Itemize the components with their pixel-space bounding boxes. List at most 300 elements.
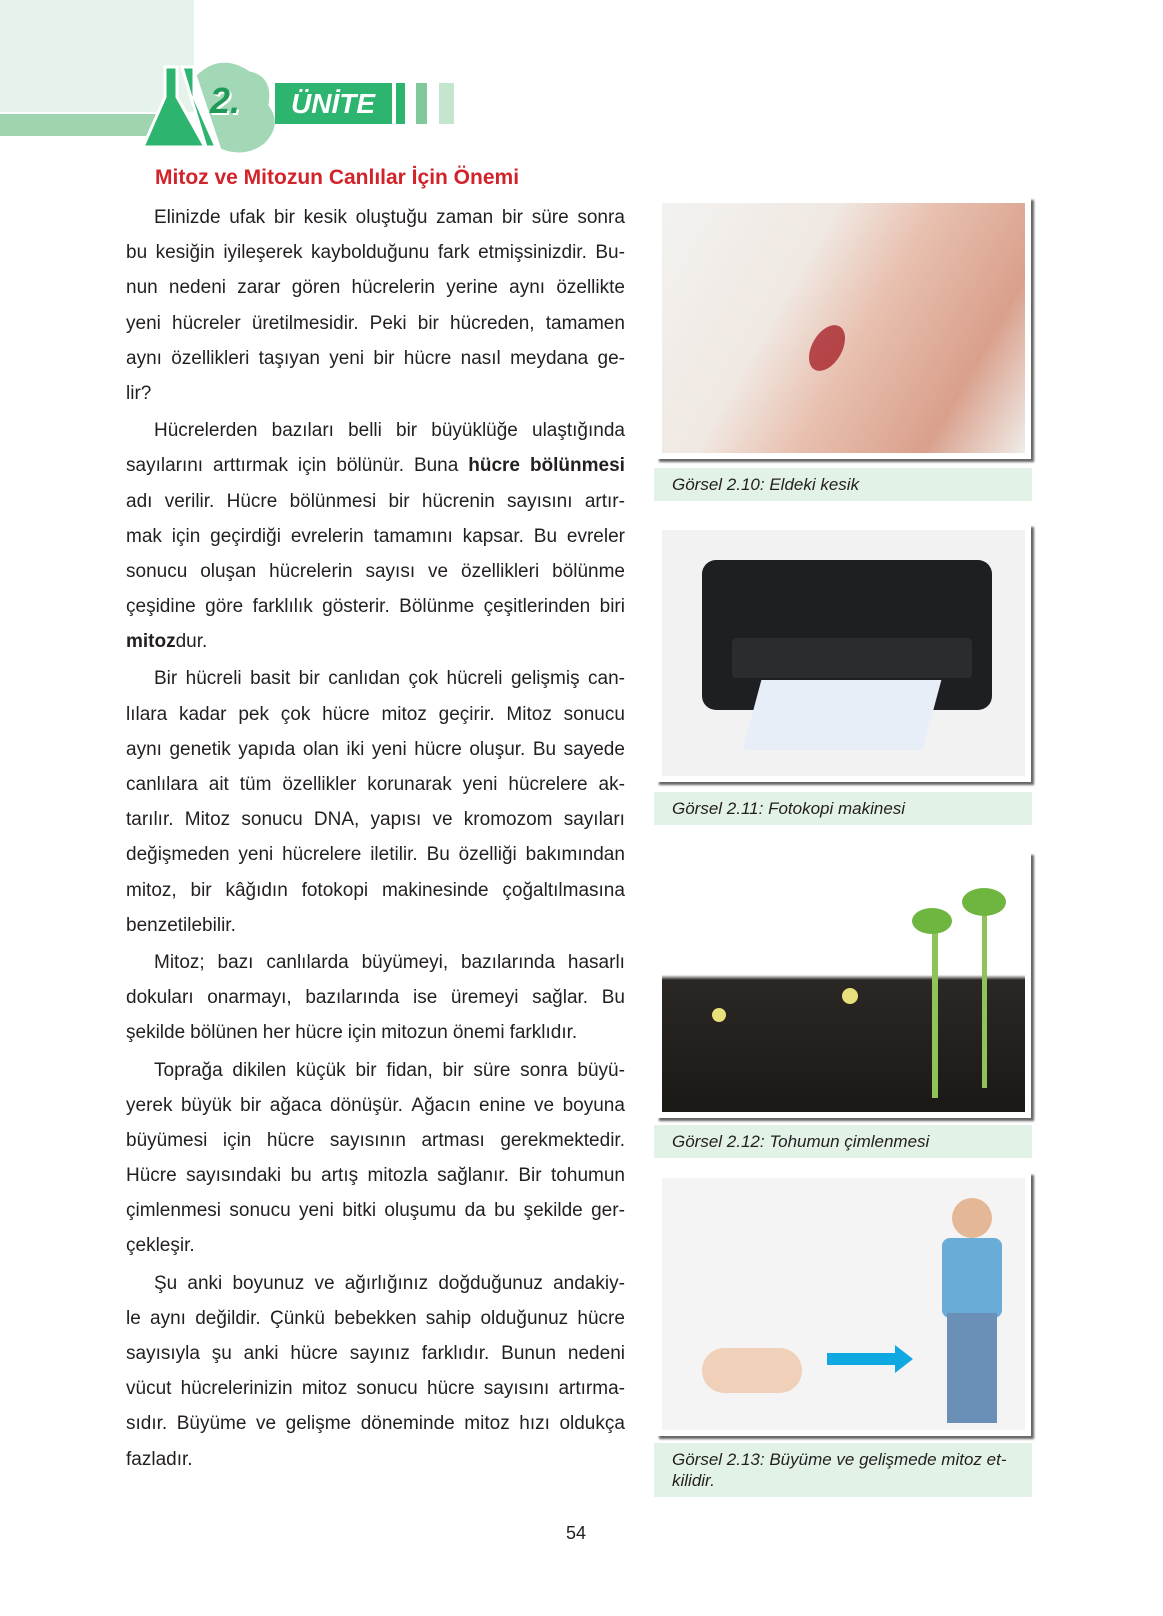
word: fark bbox=[437, 242, 470, 264]
word: aynı bbox=[150, 1307, 186, 1329]
word: Hücre bbox=[226, 490, 278, 512]
text-line bbox=[126, 519, 625, 554]
word: sayede bbox=[563, 738, 625, 760]
word: bazılarında bbox=[461, 951, 556, 973]
word: nedeni bbox=[567, 1343, 625, 1364]
figure-caption: Görsel 2.12: Tohumun çimlenmesi bbox=[654, 1125, 1032, 1158]
word: Ağacın bbox=[411, 1094, 471, 1116]
word: oluşan bbox=[200, 560, 257, 582]
paragraph bbox=[126, 945, 625, 1051]
word: sonra bbox=[577, 207, 625, 228]
word: bakımından bbox=[525, 844, 625, 866]
word: Şu bbox=[154, 1272, 178, 1294]
text-line bbox=[126, 1123, 625, 1158]
word: hücre bbox=[290, 1343, 338, 1364]
hand-image bbox=[662, 203, 1025, 453]
word: taşıyan bbox=[258, 347, 320, 369]
word: kadar bbox=[178, 703, 227, 725]
word: bu bbox=[290, 1165, 312, 1187]
word: sahip bbox=[425, 1307, 472, 1329]
word: bölünür. bbox=[336, 455, 404, 477]
word: bir bbox=[442, 1059, 464, 1081]
word: iki bbox=[346, 738, 365, 760]
word: olduğunuz bbox=[480, 1307, 569, 1329]
text-line bbox=[126, 661, 625, 696]
word: üremeyi bbox=[450, 987, 519, 1009]
word: Bölünme bbox=[399, 596, 475, 618]
text-line bbox=[126, 980, 625, 1015]
word: Mitoz bbox=[184, 809, 231, 831]
word: oluşumu bbox=[384, 1200, 457, 1222]
text-line bbox=[126, 837, 625, 872]
word: evrelerin bbox=[290, 525, 364, 547]
word: sayısıyla bbox=[126, 1343, 200, 1364]
word: değişmeden bbox=[126, 844, 230, 866]
text-line bbox=[126, 697, 625, 732]
word: etmişsinizdir. bbox=[478, 242, 587, 264]
word: gösterir. bbox=[322, 596, 390, 618]
word: adı bbox=[126, 490, 153, 512]
word: Bir bbox=[518, 1165, 542, 1187]
word: hücreli bbox=[446, 668, 503, 690]
text-line bbox=[126, 554, 625, 589]
word: bir bbox=[355, 1059, 377, 1081]
word: büyümeyi, bbox=[361, 951, 449, 973]
word: çeşitlerinden bbox=[483, 596, 591, 618]
word: gelişme bbox=[285, 1413, 352, 1435]
page-number: 54 bbox=[566, 1523, 587, 1543]
word: büyüklüğe bbox=[431, 420, 518, 442]
stripe bbox=[416, 83, 427, 124]
word: bir bbox=[240, 1094, 262, 1116]
word: ger- bbox=[591, 1200, 625, 1222]
text-line bbox=[126, 270, 625, 305]
word: genetik bbox=[169, 738, 231, 760]
word: Elinizde bbox=[154, 207, 221, 228]
text-line bbox=[126, 376, 625, 411]
figure-caption: Görsel 2.11: Fotokopi makinesi bbox=[654, 792, 1032, 825]
word: büyümesi bbox=[126, 1129, 208, 1151]
word: ve bbox=[314, 1272, 335, 1294]
word: kaybolduğunu bbox=[311, 242, 430, 264]
word: Bu bbox=[532, 738, 557, 760]
word: hücre bbox=[403, 347, 452, 369]
word: ve bbox=[256, 1413, 277, 1435]
word: Bunun bbox=[501, 1343, 557, 1364]
text-line bbox=[126, 235, 625, 270]
word: Bu bbox=[601, 987, 625, 1009]
word: ağırlığınız bbox=[344, 1272, 429, 1294]
word: sonucu bbox=[241, 809, 303, 831]
word: hücrelerinizin bbox=[180, 1378, 293, 1400]
word: Mitoz bbox=[506, 703, 552, 725]
word: sonucu bbox=[563, 703, 625, 725]
paragraph bbox=[126, 200, 625, 411]
word: dur. bbox=[175, 631, 208, 653]
word: şekilde bbox=[126, 1022, 186, 1044]
word: aynı bbox=[126, 738, 162, 760]
figure-caption: Görsel 2.13: Büyüme ve gelişmede mitoz et- kilidir. bbox=[654, 1443, 1032, 1497]
word: fotokopi bbox=[301, 879, 369, 901]
word: artması bbox=[421, 1129, 485, 1151]
word: le bbox=[126, 1307, 141, 1329]
text-line bbox=[126, 908, 625, 943]
word: şu bbox=[211, 1343, 232, 1364]
word: farklıdır. bbox=[421, 1343, 490, 1364]
word: bazıları bbox=[271, 420, 334, 442]
word: ait bbox=[208, 774, 229, 795]
text-line bbox=[126, 1371, 625, 1406]
word: tohumun bbox=[551, 1165, 625, 1187]
word: bir bbox=[388, 490, 410, 512]
word: çok bbox=[408, 668, 439, 690]
word: yeni bbox=[299, 1200, 334, 1222]
word: bölünen bbox=[190, 1022, 258, 1044]
word: andakiy- bbox=[553, 1272, 625, 1294]
word: çeşidine bbox=[126, 596, 196, 618]
word: hücrelere bbox=[282, 844, 362, 866]
word: lir? bbox=[126, 382, 152, 404]
word: vücut bbox=[126, 1378, 172, 1400]
word: kesik bbox=[303, 207, 347, 228]
word: özellikler bbox=[282, 774, 357, 795]
word: sayısını bbox=[507, 490, 573, 512]
word: için bbox=[171, 525, 201, 547]
section-title: Mitoz ve Mitozun Canlılar İçin Önemi bbox=[155, 166, 520, 189]
word: ge- bbox=[597, 347, 625, 369]
text-line bbox=[126, 1266, 625, 1301]
word: hızı bbox=[519, 1413, 550, 1435]
word: yeni bbox=[238, 844, 274, 866]
word: dokuları bbox=[126, 987, 194, 1009]
word: geçirdiği bbox=[210, 525, 281, 547]
word: özellikte bbox=[556, 277, 625, 299]
word: Hücre bbox=[126, 1165, 177, 1187]
word: sayısını bbox=[483, 1378, 550, 1400]
word: üretilmesidir. bbox=[251, 312, 359, 334]
word: çimlenmesi bbox=[126, 1200, 222, 1222]
word: Peki bbox=[369, 312, 407, 334]
word: bazı bbox=[217, 951, 254, 973]
word: boyunuz bbox=[232, 1272, 305, 1294]
figure-growth bbox=[656, 1172, 1031, 1436]
word: yapısı bbox=[370, 809, 422, 831]
word: bölünmesi bbox=[289, 490, 377, 512]
word: ve bbox=[428, 560, 449, 582]
word: döneminde bbox=[360, 1413, 455, 1435]
word: bir bbox=[190, 879, 212, 901]
word: korunarak bbox=[367, 774, 452, 795]
header-bg-bar bbox=[0, 114, 160, 136]
word: büyü- bbox=[577, 1059, 625, 1081]
word: hücreli bbox=[185, 668, 242, 690]
word: hücreler bbox=[172, 312, 241, 334]
word: oldukça bbox=[559, 1413, 625, 1435]
word: fazladır. bbox=[126, 1448, 193, 1470]
word: sayıları bbox=[563, 809, 625, 831]
word: artır- bbox=[584, 490, 625, 512]
word: aynı bbox=[509, 277, 546, 299]
word: şekilde bbox=[523, 1200, 583, 1222]
word: hücre bbox=[577, 1307, 625, 1329]
word: belli bbox=[348, 420, 382, 442]
text-line bbox=[126, 1406, 625, 1441]
word: sayısındaki bbox=[186, 1165, 282, 1187]
word: Buna bbox=[413, 455, 459, 477]
word: yapıda bbox=[238, 738, 296, 760]
word: yeni bbox=[329, 347, 365, 369]
word: bölünme bbox=[552, 560, 625, 582]
word: sağlar. bbox=[532, 987, 589, 1009]
word: büyük bbox=[180, 1094, 232, 1116]
word: geçirir. bbox=[438, 703, 495, 725]
word: farklıdır. bbox=[509, 1022, 578, 1044]
word: nasıl bbox=[460, 347, 501, 369]
word: kromozom bbox=[463, 809, 553, 831]
word: benzetilebilir. bbox=[126, 914, 236, 936]
word: tamamını bbox=[373, 525, 453, 547]
word: bitki bbox=[342, 1200, 377, 1222]
word: Bu bbox=[533, 525, 558, 547]
bold-term: mitoz bbox=[126, 631, 176, 653]
word: canlılara bbox=[126, 774, 198, 795]
word: basit bbox=[250, 668, 291, 690]
word: kesiğin bbox=[155, 242, 215, 264]
text-line bbox=[126, 200, 625, 235]
word: ulaştığında bbox=[532, 420, 625, 442]
text-line bbox=[126, 1053, 625, 1088]
text-line bbox=[126, 341, 625, 376]
word: Mitoz; bbox=[154, 951, 205, 973]
word: arttırmak bbox=[213, 455, 288, 477]
word: mitoz, bbox=[126, 879, 177, 901]
word: için bbox=[347, 1022, 377, 1044]
text-line bbox=[126, 306, 625, 341]
word: makinesinde bbox=[381, 879, 489, 901]
word: özellikleri bbox=[171, 347, 250, 369]
word: boyuna bbox=[562, 1094, 625, 1116]
word: anki bbox=[187, 1272, 223, 1294]
text-line bbox=[126, 802, 625, 837]
word: kapsar. bbox=[462, 525, 524, 547]
text-line bbox=[126, 873, 625, 908]
word: sonra bbox=[520, 1059, 568, 1081]
word: mitozun bbox=[381, 1022, 448, 1044]
word: hücre bbox=[295, 1022, 343, 1044]
word: Bir bbox=[154, 668, 178, 690]
word: oluşur. bbox=[469, 738, 526, 760]
word: doğduğunuz bbox=[438, 1272, 543, 1294]
word: sonucu bbox=[229, 1200, 291, 1222]
word: bir bbox=[298, 668, 320, 690]
word: canlılarda bbox=[266, 951, 349, 973]
word: dikilen bbox=[232, 1059, 287, 1081]
word: hücrelerin bbox=[269, 560, 353, 582]
word: hücre bbox=[427, 1378, 475, 1400]
word: sonucu bbox=[126, 560, 188, 582]
word: için bbox=[222, 1129, 252, 1151]
text-line bbox=[126, 767, 625, 802]
word: kâğıdın bbox=[225, 879, 288, 901]
word: bir bbox=[396, 420, 418, 442]
text-line bbox=[126, 1088, 625, 1123]
figure-cut-hand bbox=[656, 197, 1031, 459]
word: hücre bbox=[414, 738, 462, 760]
word: için bbox=[297, 455, 327, 477]
word: gelişmiş bbox=[510, 668, 580, 690]
text-line bbox=[126, 1158, 625, 1193]
word: enine bbox=[479, 1094, 526, 1116]
body-text bbox=[126, 200, 625, 1479]
text-line bbox=[126, 484, 625, 519]
figure-printer bbox=[656, 524, 1031, 782]
word: da bbox=[464, 1200, 486, 1222]
word: Büyüme bbox=[176, 1413, 247, 1435]
bold-term: bölünmesi bbox=[529, 455, 625, 477]
text-line bbox=[126, 413, 625, 448]
word: önemi bbox=[452, 1022, 505, 1044]
word: bu bbox=[126, 242, 148, 264]
word: canlıdan bbox=[328, 668, 401, 690]
word: nedeni bbox=[168, 277, 226, 299]
word: oluştuğu bbox=[355, 207, 428, 228]
word: DNA, bbox=[313, 809, 360, 831]
word: bir bbox=[417, 312, 439, 334]
word: sayısının bbox=[329, 1129, 406, 1151]
paragraph bbox=[126, 413, 625, 659]
printer-image bbox=[662, 530, 1025, 776]
word: mitoz bbox=[464, 1413, 510, 1435]
figure-seedlings bbox=[656, 852, 1031, 1118]
word: fidan, bbox=[386, 1059, 433, 1081]
word: gören bbox=[291, 277, 341, 299]
text-line bbox=[126, 1015, 625, 1050]
unit-label: ÜNİTE bbox=[275, 83, 392, 124]
word: hücrelerin bbox=[351, 277, 435, 299]
paragraph bbox=[126, 1053, 625, 1264]
word: zaman bbox=[436, 207, 494, 228]
text-line bbox=[126, 945, 625, 980]
word: iletilir. bbox=[370, 844, 418, 866]
word: çok bbox=[280, 703, 311, 725]
word: Hücrelerden bbox=[154, 420, 258, 442]
word: anki bbox=[243, 1343, 279, 1364]
word: bu bbox=[494, 1200, 516, 1222]
figure-caption: Görsel 2.10: Eldeki kesik bbox=[654, 468, 1032, 501]
word: ağaca bbox=[269, 1094, 322, 1116]
text-line bbox=[126, 1301, 625, 1336]
text-line bbox=[126, 1336, 625, 1371]
word: ise bbox=[412, 987, 438, 1009]
word: bebekken bbox=[334, 1307, 417, 1329]
text-line bbox=[126, 624, 625, 659]
word: farklılık bbox=[252, 596, 313, 618]
text-line bbox=[126, 732, 625, 767]
word: Çünkü bbox=[269, 1307, 325, 1329]
word: sıdır. bbox=[126, 1413, 168, 1435]
word: sonucu bbox=[356, 1378, 418, 1400]
word: meydana bbox=[510, 347, 589, 369]
word: mak bbox=[126, 525, 162, 547]
text-line bbox=[126, 589, 625, 624]
word: yeni bbox=[462, 774, 498, 795]
word: özellikleri bbox=[461, 560, 540, 582]
word: dönüşür. bbox=[330, 1094, 403, 1116]
word: bir bbox=[501, 207, 524, 228]
word: zarar bbox=[237, 277, 281, 299]
word: çoğaltılmasına bbox=[502, 879, 625, 901]
stripe bbox=[396, 83, 405, 124]
word: sayınız bbox=[349, 1343, 410, 1364]
word: çekleşir. bbox=[126, 1235, 195, 1257]
word: mitozla bbox=[367, 1165, 428, 1187]
word: tarılır. bbox=[126, 809, 174, 831]
word: Bu- bbox=[595, 242, 625, 264]
word: mitoz bbox=[301, 1378, 348, 1400]
word: süre bbox=[531, 207, 569, 228]
word: biri bbox=[599, 596, 625, 618]
word: artırma- bbox=[558, 1378, 625, 1400]
word: hücreden, bbox=[450, 312, 535, 334]
word: tamamen bbox=[545, 312, 625, 334]
word: ak- bbox=[598, 774, 625, 795]
word: hasarlı bbox=[567, 951, 625, 973]
word: hücre bbox=[266, 1129, 315, 1151]
word: yerek bbox=[126, 1094, 173, 1116]
word: özelliği bbox=[458, 844, 517, 866]
word: süre bbox=[473, 1059, 511, 1081]
word: olan bbox=[302, 738, 339, 760]
word: değildir. bbox=[195, 1307, 261, 1329]
word: yeni bbox=[371, 738, 407, 760]
text-line bbox=[126, 1193, 625, 1228]
bold-term: hücre bbox=[468, 455, 520, 477]
word: ve bbox=[432, 809, 453, 831]
growth-image bbox=[662, 1178, 1025, 1430]
word: yeni bbox=[126, 312, 161, 334]
word: hücre bbox=[322, 703, 370, 725]
word: sayılarını bbox=[126, 455, 204, 477]
word: aynı bbox=[126, 347, 162, 369]
word: sayısı bbox=[365, 560, 416, 582]
text-line bbox=[126, 1228, 625, 1263]
text-line bbox=[126, 448, 625, 483]
seedling-image bbox=[662, 858, 1025, 1112]
text-line bbox=[126, 1442, 625, 1477]
word: hücrelere bbox=[508, 774, 588, 795]
word: yerine bbox=[446, 277, 498, 299]
word: lılara bbox=[126, 703, 168, 725]
paragraph bbox=[126, 661, 625, 943]
word: Bu bbox=[426, 844, 450, 866]
word: ve bbox=[534, 1094, 555, 1116]
word: sağlanır. bbox=[437, 1165, 509, 1187]
word: her bbox=[262, 1022, 291, 1044]
word: verilir. bbox=[164, 490, 215, 512]
word: artış bbox=[321, 1165, 359, 1187]
word: can- bbox=[588, 668, 625, 690]
unit-number: 2. bbox=[210, 80, 241, 121]
word: hücrenin bbox=[421, 490, 495, 512]
word: bir bbox=[273, 207, 295, 228]
word: göre bbox=[205, 596, 244, 618]
word: mitoz bbox=[381, 703, 427, 725]
word: pek bbox=[238, 703, 269, 725]
word: küçük bbox=[296, 1059, 346, 1081]
word: iyileşerek bbox=[223, 242, 303, 264]
paragraph bbox=[126, 1266, 625, 1477]
word: evreler bbox=[566, 525, 625, 547]
